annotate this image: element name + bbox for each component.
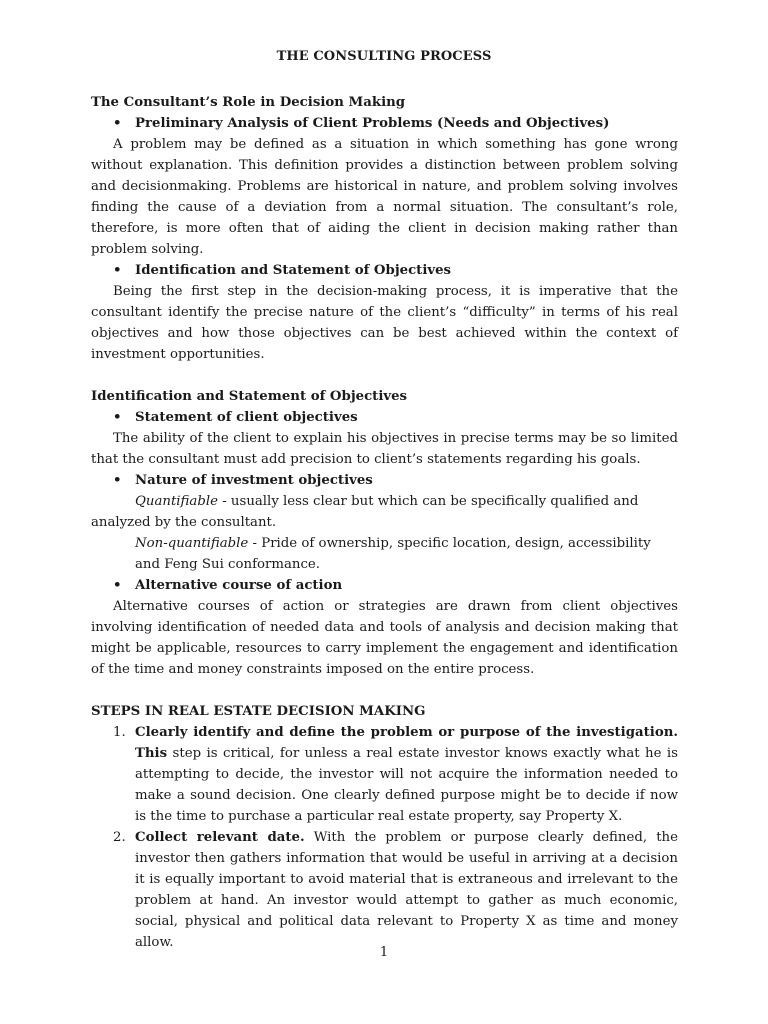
bullet-label: Nature of investment objectives: [135, 473, 373, 488]
paragraph-client-ability: The ability of the client to explain his objectives in precise terms may be so limited that the consultant must add precision to client’s statements regarding his goals.: [91, 431, 678, 467]
paragraph-quantifiable-cont: analyzed by the consultant.: [91, 515, 277, 530]
section-heading-identification: Identification and Statement of Objectives: [91, 389, 408, 404]
non-quantifiable-label: Non-quantifiable: [135, 536, 249, 551]
bullet-label: Alternative course of action: [135, 578, 343, 593]
bullet-preliminary-analysis: [91, 113, 678, 134]
paragraph-non-quantifiable: [91, 533, 678, 575]
non-quantifiable-text: - Pride of ownership, specific location, design, accessibility and Feng Sui conformance.: [135, 536, 651, 572]
quantifiable-label: Quantifiable: [135, 494, 218, 509]
bullet-icon: •: [113, 410, 122, 425]
bullet-identification-objectives: [91, 260, 678, 281]
list-number: 1.: [113, 725, 126, 740]
bullet-icon: •: [113, 116, 122, 131]
document-body: [91, 92, 678, 953]
section-heading-steps: STEPS IN REAL ESTATE DECISION MAKING: [91, 704, 426, 719]
paragraph-alternative-courses: Alternative courses of action or strategies are drawn from client objectives involving identification of needed data and tools of analysis and decision making that might be applicable, resources to carry implement the engagement and identification of the time and money constraints imposed on the entire process.: [91, 599, 678, 677]
paragraph-first-step: Being the first step in the decision-making process, it is imperative that the consultant identify the precise nature of the client’s “difficulty” in terms of his real objectives and how those objectives can be best achieved within the context of investment opportunities.: [91, 284, 678, 362]
paragraph-problem-definition: A problem may be defined as a situation in which something has gone wrong without explanation. This definition provides a distinction between problem solving and decisionmaking. Problems are historical in nature, and problem solving involves finding the cause of a deviation from a normal situation. The consultant’s role, therefore, is more often that of aiding the client in decision making rather than problem solving.: [91, 137, 678, 257]
list-item-text: step is critical, for unless a real estate investor knows exactly what he is attempting to decide, the investor will not acquire the information needed to make a sound decision. One clearly defined purpose might be to decide if now is the time to purchase a particular real estate property, say Property X.: [135, 746, 678, 824]
list-item-bold: Collect relevant date.: [135, 830, 305, 845]
bullet-label: Preliminary Analysis of Client Problems (Needs and Objectives): [135, 116, 610, 131]
section-heading-consultant-role: The Consultant’s Role in Decision Making: [91, 95, 406, 110]
page-title: THE CONSULTING PROCESS: [276, 49, 492, 64]
quantifiable-text: - usually less clear but which can be specifically qualified and: [217, 494, 639, 509]
bullet-statement-client-objectives: [91, 407, 678, 428]
list-item: [91, 827, 678, 953]
bullet-icon: •: [113, 578, 122, 593]
bullet-alternative-course: [91, 575, 678, 596]
list-number: 2.: [113, 830, 126, 845]
page-number: 1: [379, 945, 389, 960]
list-item-bold: Clearly identify and define the problem or purpose of the investigation. This: [135, 725, 678, 761]
bullet-icon: •: [113, 263, 122, 278]
bullet-label: Identification and Statement of Objectives: [135, 263, 452, 278]
list-item-text: With the problem or purpose clearly defined, the investor then gathers information that would be useful in arriving at a decision it is equally important to avoid material that is extraneous and irrelevant to the problem at hand. An investor would attempt to gather as much economic, social, physical and political data relevant to Property X as time and money allow.: [135, 830, 678, 950]
bullet-nature-investment: [91, 470, 678, 491]
paragraph-quantifiable: [91, 491, 678, 512]
bullet-icon: •: [113, 473, 122, 488]
list-item: [91, 722, 678, 827]
bullet-label: Statement of client objectives: [135, 410, 358, 425]
